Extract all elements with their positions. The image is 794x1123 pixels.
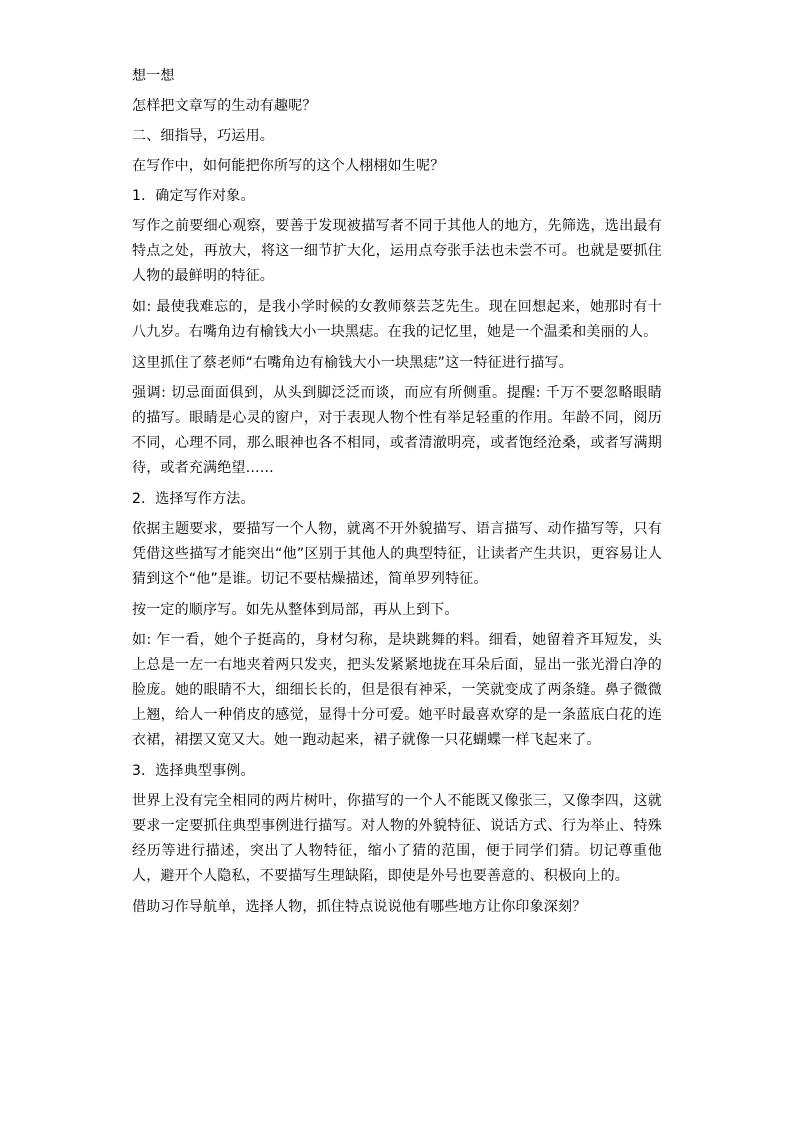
question-line: 在写作中，如何能把你所写的这个人栩栩如生呢？ — [132, 158, 445, 174]
heading-think: 想一想 — [132, 68, 175, 84]
paragraph: 这里抓住了蔡老师“右嘴角边有榆钱大小一块黑痣”这一特征进行描写。 — [132, 355, 573, 371]
paragraph: 依据主题要求，要描写一个人物，就离不开外貌描写、语言描写、动作描写等，只有凭借这些描写才能突出“他”区别于其他人的典型特征，让读者产生共识，更容易让人猜到这个“他”是谁。切记不要枯燥描述，简单罗列特征。 — [132, 521, 662, 587]
paragraph: 按一定的顺序写。如先从整体到局部，再从上到下。 — [132, 602, 459, 618]
paragraph: 世界上没有完全相同的两片树叶，你描写的一个人不能既又像张三，又像李四，这就要求一定要抓住典型事例进行描写。对人物的外貌特征、说话方式、行为举止、特殊经历等进行描述，突出了人物特征，缩小了猜的范围，便于同学们猜。切记尊重他人，避开个人隐私，不要描写生理缺陷，即使是外号也要善意的、积极向上的。 — [132, 793, 662, 884]
step-heading: 2．选择写作方法。 — [132, 491, 255, 507]
emphasis-paragraph: 强调: 切忌面面俱到，从头到脚泛泛而谈，而应有所侧重。提醒: 千万不要忽略眼睛的描写。眼睛是心灵的窗户，对于表现人物个性有举足轻重的作用。年龄不同，阅历不同，心理不同，那么眼神也各不相同，或者清澈明亮，或者饱经沧桑，或者写满期待，或者充满绝望…… — [132, 385, 662, 476]
question-line: 怎样把文章写的生动有趣呢？ — [132, 98, 317, 114]
example-paragraph: 如: 最使我难忘的，是我小学时候的女教师蔡芸芝先生。现在回想起来，她那时有十八九岁。右嘴角边有榆钱大小一块黑痣。在我的记忆里，她是一个温柔和美丽的人。 — [132, 299, 662, 340]
step-heading: 3．选择典型事例。 — [132, 763, 255, 779]
section-heading: 二、细指导，巧运用。 — [132, 128, 274, 144]
document-body — [132, 64, 662, 925]
closing-question: 借助习作导航单，选择人物，抓住特点说说他有哪些地方让你印象深刻？ — [132, 899, 587, 915]
example-paragraph: 如: 乍一看，她个子挺高的，身材匀称，是块跳舞的料。细看，她留着齐耳短发，头上总是一左一右地夹着两只发夹，把头发紧紧地拢在耳朵后面，显出一张光滑白净的脸庞。她的眼睛不大，细细长长的，但是很有神采，一笑就变成了两条缝。鼻子微微上翘，给人一种俏皮的感觉，显得十分可爱。她平时最喜欢穿的是一条蓝底白花的连衣裙，裙摆又宽又大。她一跑动起来，裙子就像一只花蝴蝶一样飞起来了。 — [132, 632, 662, 748]
step-heading: 1．确定写作对象。 — [132, 188, 255, 204]
paragraph: 写作之前要细心观察，要善于发现被描写者不同于其他人的地方，先筛选，选出最有特点之处，再放大，将这一细节扩大化，运用点夸张手法也未尝不可。也就是要抓住人物的最鲜明的特征。 — [132, 218, 662, 284]
